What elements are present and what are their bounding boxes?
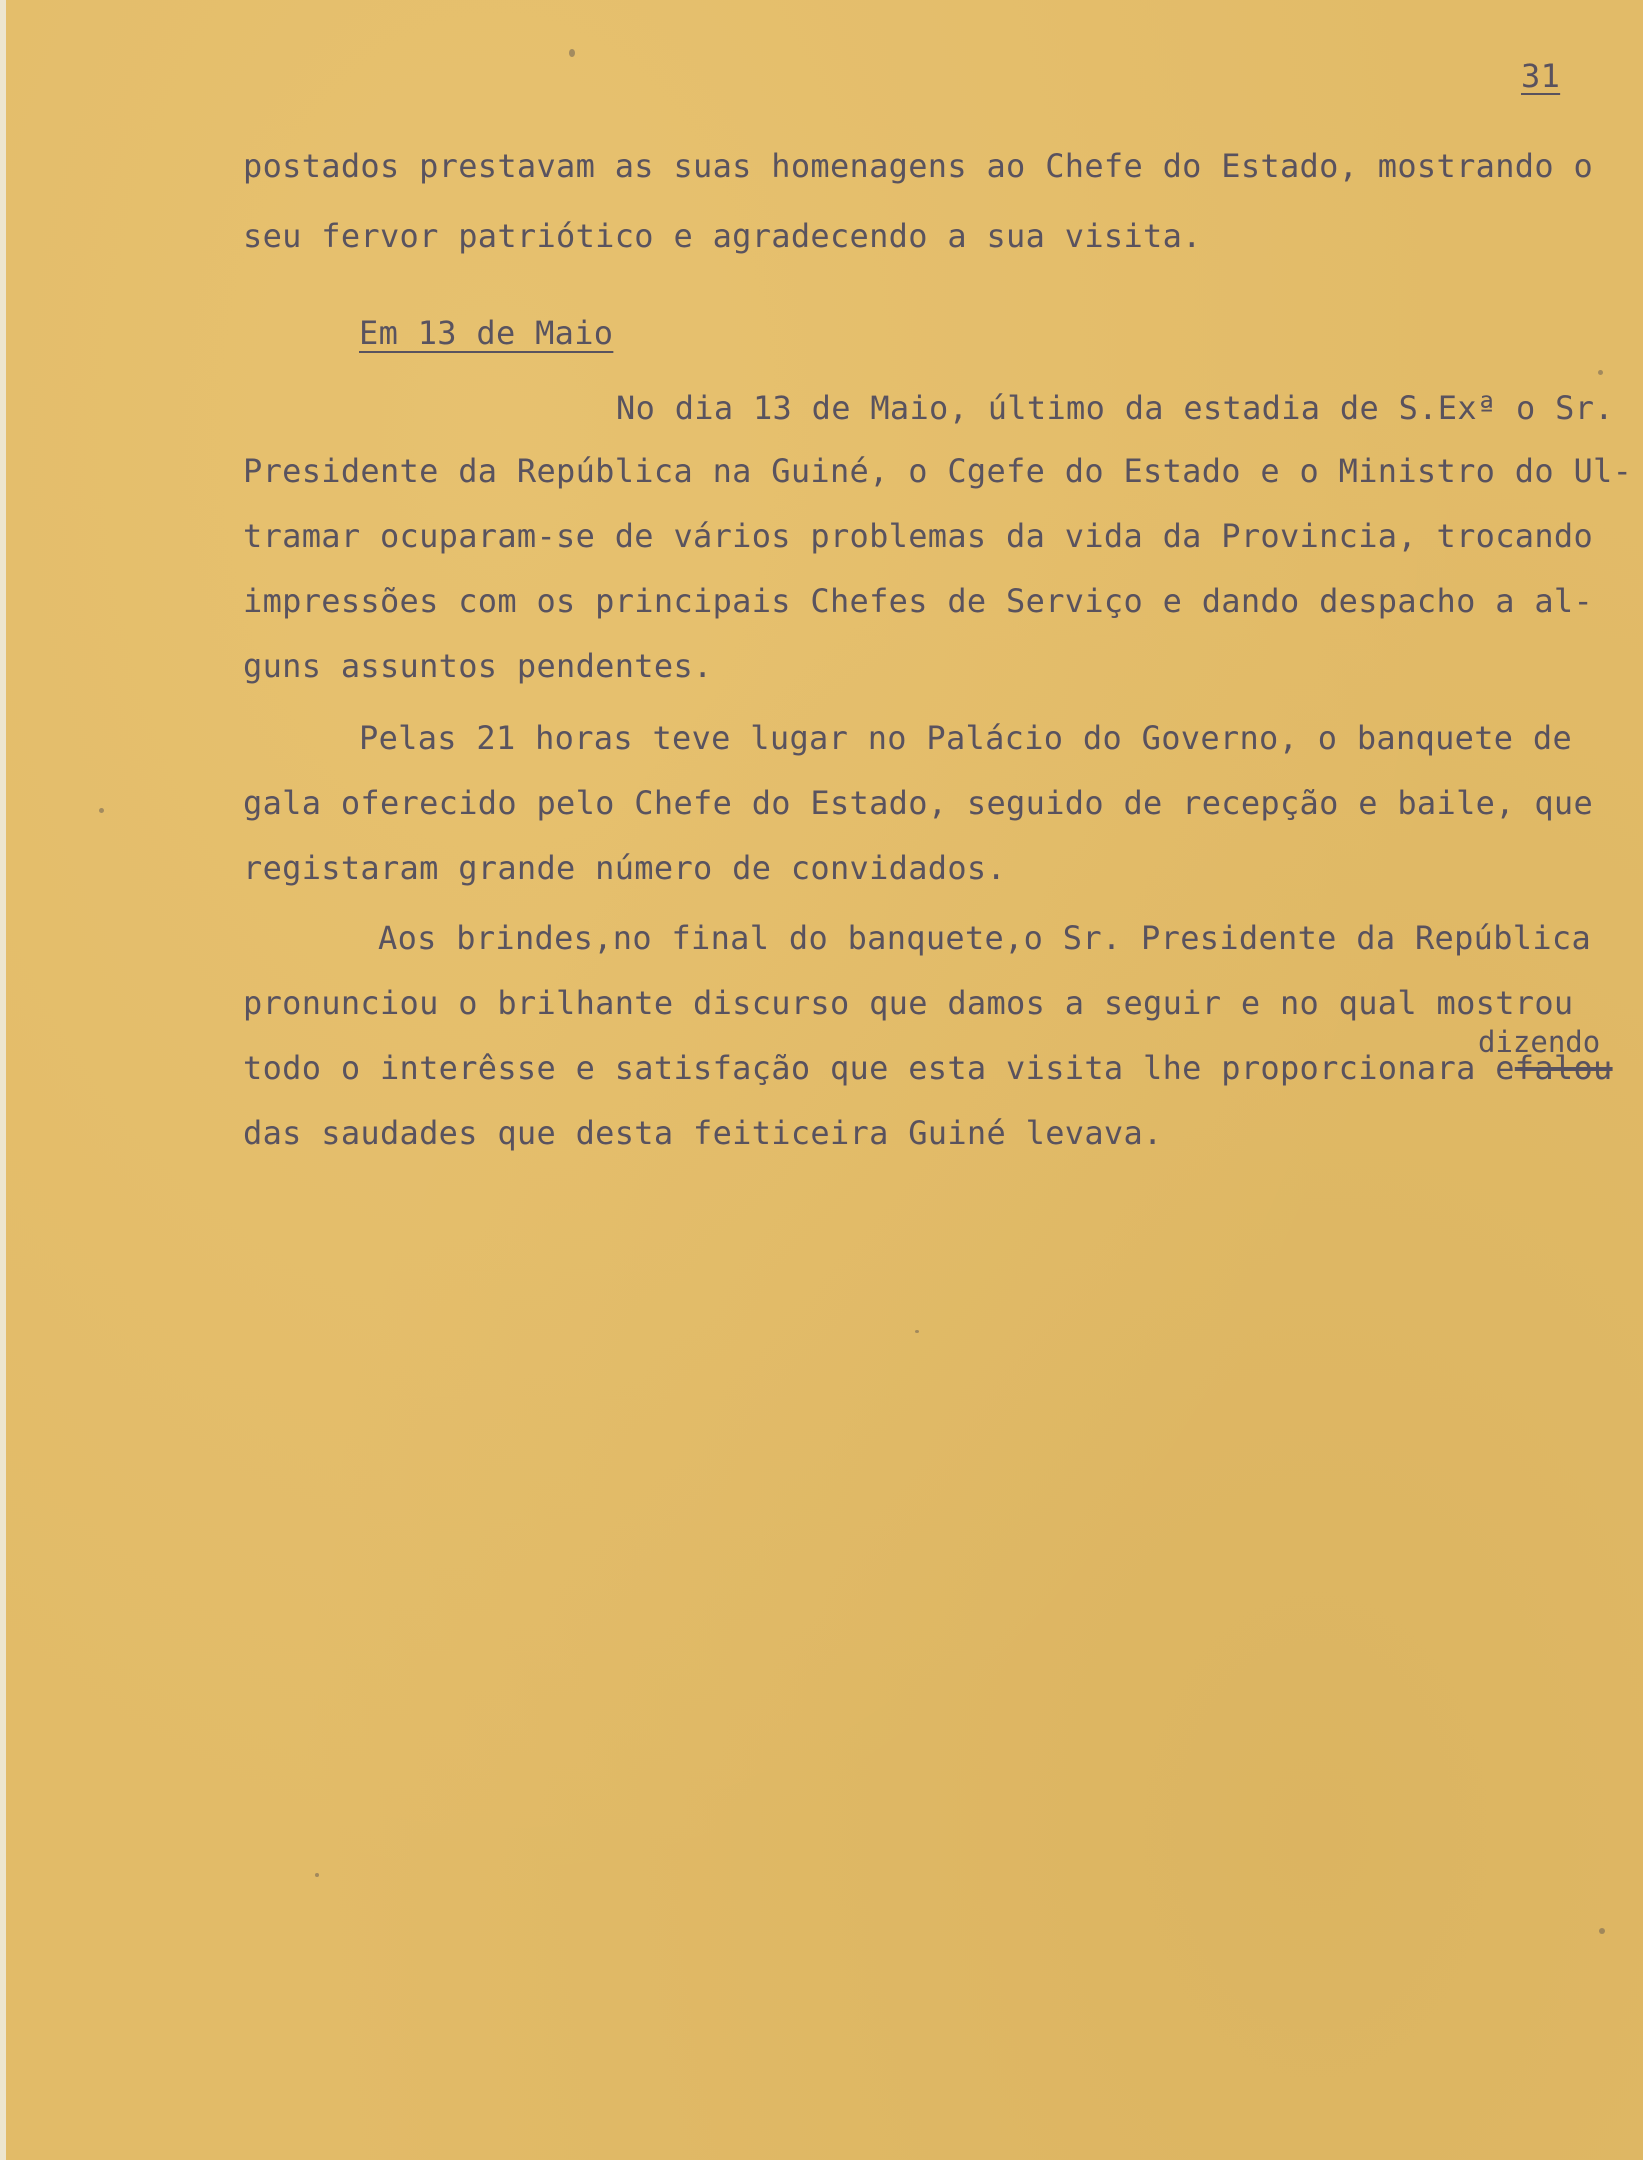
page-number: 31 xyxy=(1521,57,1561,95)
text-line: Presidente da República na Guiné, o Cgefe do Estado e o Ministro do Ul- xyxy=(243,452,1633,490)
text-line: Pelas 21 horas teve lugar no Palácio do Governo, o banquete de xyxy=(359,719,1573,757)
text-line: seu fervor patriótico e agradecendo a sua visita. xyxy=(243,217,1202,255)
text-line: pronunciou o brilhante discurso que damos a seguir e no qual mostrou xyxy=(243,984,1574,1022)
paper-speck xyxy=(569,49,575,57)
paper-speck xyxy=(915,1330,919,1333)
paper-speck xyxy=(99,808,104,813)
text-line: guns assuntos pendentes. xyxy=(243,647,713,685)
paper-speck xyxy=(315,1873,319,1877)
text-line: registaram grande número de convidados. xyxy=(243,849,1007,887)
text-line: das saudades que desta feiticeira Guiné levava. xyxy=(243,1114,1163,1152)
paper-speck xyxy=(1598,370,1603,375)
text-line: impressões com os principais Chefes de Serviço e dando despacho a al- xyxy=(243,582,1594,620)
text-line: No dia 13 de Maio, último da estadia de S.Exª o Sr. xyxy=(616,389,1614,427)
section-heading: Em 13 de Maio xyxy=(359,314,614,352)
text-line-main: todo o interêsse e satisfação que esta visita lhe proporcionara e xyxy=(243,1049,1515,1087)
text-line: Aos brindes,no final do banquete,o Sr. Presidente da República xyxy=(378,919,1592,957)
text-line xyxy=(243,1050,1613,1086)
text-line: gala oferecido pelo Chefe do Estado, seguido de recepção e baile, que xyxy=(243,784,1594,822)
interlinear-insertion: dizendo xyxy=(1478,1025,1601,1059)
text-line: postados prestavam as suas homenagens ao Chefe do Estado, mostrando o xyxy=(243,147,1594,185)
struck-text: falou xyxy=(1514,1049,1613,1087)
paper-speck xyxy=(1599,1928,1605,1934)
text-line: tramar ocuparam-se de vários problemas da vida da Provincia, trocando xyxy=(243,517,1594,555)
